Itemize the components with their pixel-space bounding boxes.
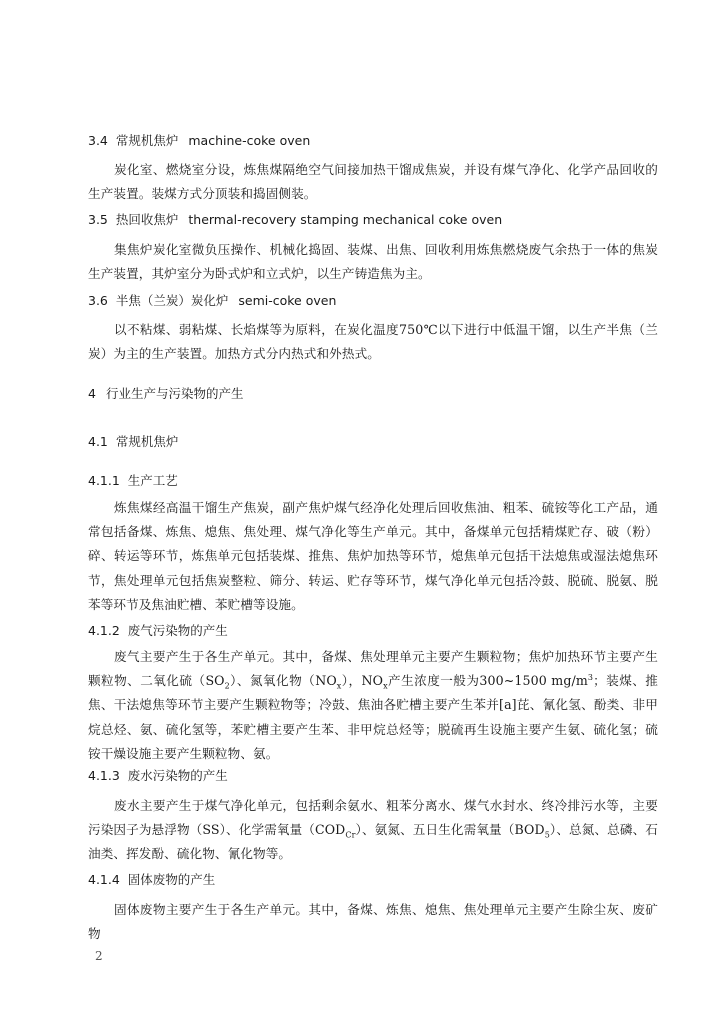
heading-4-1-1 (88, 473, 178, 489)
text-run: 废水主要产生于煤气净化单元，包括剩余氨水、粗苯分离水、煤气水封水、终冷排污水等，主要污染因子为悬浮物（SS）、化学需氧量（COD (88, 798, 658, 838)
heading-3-4 (88, 133, 310, 149)
heading-number: 4.1 (88, 434, 108, 449)
heading-title: 常规机焦炉 (115, 434, 179, 449)
heading-4 (88, 386, 243, 402)
heading-english: machine-coke oven (188, 133, 311, 148)
paragraph-3-5: 集焦炉炭化室微负压操作、机械化捣固、装煤、出焦、回收利用炼焦燃烧废气余热于一体的焦炭生产装置，其炉室分为卧式炉和立式炉，以生产铸造焦为主。 (88, 242, 658, 282)
heading-number: 3.5 (88, 212, 108, 227)
heading-3-6 (88, 293, 336, 309)
text-run: ）、总氮、总磷、石油类、挥发酚、硫化物、氰化物等。 (88, 822, 658, 862)
subscript: 2 (224, 681, 230, 691)
heading-4-1 (88, 434, 178, 450)
heading-number: 3.6 (88, 293, 108, 308)
heading-number: 4.1.2 (88, 623, 120, 638)
heading-4-1-4 (88, 872, 215, 888)
heading-4-1-3 (88, 768, 228, 784)
heading-title: 行业生产与污染物的产生 (105, 386, 244, 401)
paragraph-4-1-2 (88, 645, 658, 766)
heading-english: thermal-recovery stamping mechanical coke oven (188, 212, 503, 227)
heading-number: 4.1.3 (88, 768, 120, 783)
superscript: 3 (587, 673, 594, 683)
heading-title: 生产工艺 (127, 473, 178, 488)
heading-number: 3.4 (88, 133, 108, 148)
text-run: 废气主要产生于各生产单元。其中，备煤、焦处理单元主要产生颗粒物；焦炉加热环节主要产生颗粒物、二氧化硫（SO (88, 649, 658, 689)
heading-title: 常规机焦炉 (115, 133, 179, 148)
page-number: 2 (95, 949, 103, 963)
heading-number: 4 (88, 386, 96, 401)
heading-title: 半焦（兰炭）炭化炉 (115, 293, 229, 308)
subscript: x (383, 681, 388, 691)
heading-title: 废水污染物的产生 (127, 768, 228, 783)
heading-number: 4.1.1 (88, 473, 120, 488)
heading-english: semi-coke oven (238, 293, 337, 308)
heading-number: 4.1.4 (88, 872, 120, 887)
subscript: Cr (345, 830, 356, 840)
heading-title: 废气污染物的产生 (127, 623, 228, 638)
text-run: 产生浓度一般为300~1500 mg/m (387, 673, 588, 689)
heading-title: 固体废物的产生 (127, 872, 216, 887)
text-run: ；装煤、推焦、干法熄焦等环节主要产生颗粒物等；冷鼓、焦油各贮槽主要产生苯并[a]芘、氰化氢、酚类、非甲烷总烃、氨、硫化氢等，苯贮槽主要产生苯、非甲烷总烃等；脱硫再生设施主要产生氨、硫化氢；硫铵干燥设施主要产生颗粒物、氨。 (88, 673, 658, 761)
text-run: ）、氨氮、五日生化需氧量（BOD (355, 822, 545, 838)
text-run: ）、氮氧化物（NO (229, 673, 337, 689)
heading-title: 热回收焦炉 (115, 212, 179, 227)
paragraph-4-1-3 (88, 794, 658, 867)
paragraph-3-6: 以不粘煤、弱粘煤、长焰煤等为原料，在炭化温度750℃以下进行中低温干馏，以生产半焦（兰炭）为主的生产装置。加热方式分内热式和外热式。 (88, 322, 658, 362)
paragraph-4-1-1: 炼焦煤经高温干馏生产焦炭，副产焦炉煤气经净化处理后回收焦油、粗苯、硫铵等化工产品，通常包括备煤、炼焦、熄焦、焦处理、煤气净化等生产单元。其中，备煤单元包括精煤贮存、破（粉）碎、转运等环节，炼焦单元包括装煤、推焦、焦炉加热等环节，熄焦单元包括干法熄焦或湿法熄焦环节，焦处理单元包括焦炭整粒、筛分、转运、贮存等环节，煤气净化单元包括冷鼓、脱硫、脱氨、脱苯等环节及焦油贮槽、苯贮槽等设施。 (88, 500, 658, 612)
subscript: x (336, 681, 342, 691)
subscript: 5 (544, 830, 550, 840)
paragraph-3-4: 炭化室、燃烧室分设，炼焦煤隔绝空气间接加热干馏成焦炭，并设有煤气净化、化学产品回收的生产装置。装煤方式分顶装和捣固侧装。 (88, 162, 658, 202)
heading-4-1-2 (88, 623, 228, 639)
paragraph-4-1-4: 固体废物主要产生于各生产单元。其中，备煤、炼焦、熄焦、焦处理单元主要产生除尘灰、废矿物 (88, 902, 658, 942)
text-run: ），NO (341, 673, 384, 689)
heading-3-5 (88, 212, 502, 228)
